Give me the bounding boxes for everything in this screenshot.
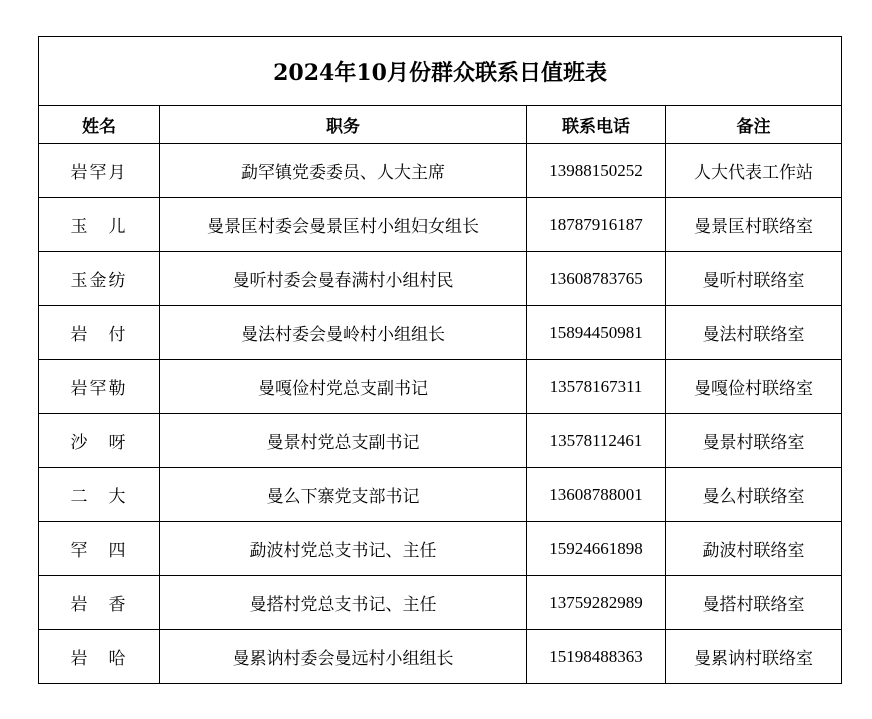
- cell-note: 曼景匡村联络室: [666, 198, 842, 252]
- cell-phone: 13608788001: [527, 468, 666, 522]
- cell-position: 勐罕镇党委委员、人大主席: [160, 144, 527, 198]
- cell-name: 罕 四: [39, 522, 160, 576]
- cell-position: 曼累讷村委会曼远村小组组长: [160, 630, 527, 684]
- cell-phone: 13988150252: [527, 144, 666, 198]
- cell-position: 曼法村委会曼岭村小组组长: [160, 306, 527, 360]
- header-position: 职务: [160, 106, 527, 144]
- cell-position: 曼搭村党总支书记、主任: [160, 576, 527, 630]
- roster-body: [39, 144, 842, 684]
- table-row: [39, 144, 842, 198]
- header-row: [39, 106, 842, 144]
- cell-name: 岩罕勒: [39, 360, 160, 414]
- table-row: [39, 360, 842, 414]
- cell-phone: 15198488363: [527, 630, 666, 684]
- cell-phone: 18787916187: [527, 198, 666, 252]
- table-row: [39, 522, 842, 576]
- cell-name: 岩 哈: [39, 630, 160, 684]
- header-phone: 联系电话: [527, 106, 666, 144]
- cell-phone: 15894450981: [527, 306, 666, 360]
- cell-position: 曼么下寨党支部书记: [160, 468, 527, 522]
- cell-name: 玉 儿: [39, 198, 160, 252]
- table-row: [39, 576, 842, 630]
- title-row: [39, 37, 842, 106]
- table-title: 2024年10月份群众联系日值班表: [39, 37, 842, 106]
- cell-phone: 13578112461: [527, 414, 666, 468]
- cell-note: 曼搭村联络室: [666, 576, 842, 630]
- cell-position: 曼听村委会曼春满村小组村民: [160, 252, 527, 306]
- cell-position: 曼景匡村委会曼景匡村小组妇女组长: [160, 198, 527, 252]
- table-row: [39, 414, 842, 468]
- cell-name: 岩罕月: [39, 144, 160, 198]
- cell-phone: 13759282989: [527, 576, 666, 630]
- cell-note: 曼景村联络室: [666, 414, 842, 468]
- table-row: [39, 630, 842, 684]
- table-row: [39, 252, 842, 306]
- cell-phone: 13608783765: [527, 252, 666, 306]
- cell-name: 玉金纺: [39, 252, 160, 306]
- table-row: [39, 306, 842, 360]
- header-name: 姓名: [39, 106, 160, 144]
- table-row: [39, 198, 842, 252]
- cell-position: 曼景村党总支副书记: [160, 414, 527, 468]
- cell-note: 曼听村联络室: [666, 252, 842, 306]
- cell-note: 勐波村联络室: [666, 522, 842, 576]
- cell-name: 二 大: [39, 468, 160, 522]
- cell-name: 沙 呀: [39, 414, 160, 468]
- cell-note: 曼嘎俭村联络室: [666, 360, 842, 414]
- table-row: [39, 468, 842, 522]
- header-note: 备注: [666, 106, 842, 144]
- cell-position: 勐波村党总支书记、主任: [160, 522, 527, 576]
- cell-note: 曼法村联络室: [666, 306, 842, 360]
- cell-phone: 15924661898: [527, 522, 666, 576]
- cell-note: 曼么村联络室: [666, 468, 842, 522]
- cell-position: 曼嘎俭村党总支副书记: [160, 360, 527, 414]
- cell-phone: 13578167311: [527, 360, 666, 414]
- cell-name: 岩 付: [39, 306, 160, 360]
- cell-name: 岩 香: [39, 576, 160, 630]
- cell-note: 曼累讷村联络室: [666, 630, 842, 684]
- duty-roster-table: [38, 36, 842, 684]
- cell-note: 人大代表工作站: [666, 144, 842, 198]
